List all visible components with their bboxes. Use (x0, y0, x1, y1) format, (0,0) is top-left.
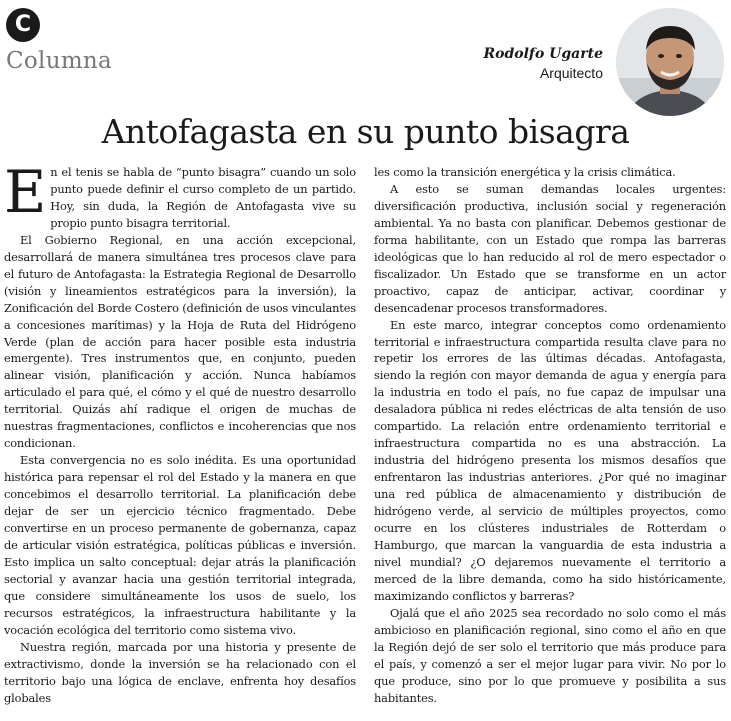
paragraph-text: n el tenis se habla de “punto bisagra” cuando un solo punto puede definir el curso completo de un partido. Hoy, sin duda, la Región de Antofagasta vive su propio punto bisagra territorial. (50, 165, 356, 230)
author-block (484, 46, 603, 81)
article-column-right (374, 164, 726, 712)
section-badge: C (6, 8, 40, 42)
article-column-left (4, 158, 356, 712)
article-paragraph: A esto se suman demandas locales urgentes: diversificación productiva, inclusión social y regeneración ambiental. Ya no basta con planificar. Debemos gestionar de forma habilitante, con un Estado que rompa las barreras ideológicas que lo han reducido al rol de mero espectador o fiscalizador. Un Estado que se transforme en un actor proactivo, capaz de anticipar, activar, coordinar y desencadenar procesos transformadores. (374, 181, 726, 315)
author-name: Rodolfo Ugarte (483, 46, 603, 62)
article-paragraph (4, 158, 356, 232)
article-paragraph: Ojalá que el año 2025 sea recordado no solo como el más ambicioso en planificación regional, sino como el año en que la Región dejó de ser solo el territorio que más produce para el país, y comenzó a ser el mejor lugar para vivir. No por lo que produce, sino por lo que promueve y posibilita a sus habitantes. (374, 605, 726, 705)
article-paragraph: En este marco, integrar conceptos como ordenamiento territorial e infraestructura compartida resulta clave para no repetir los errores de las últimas décadas. Antofagasta, siendo la región con mayor demanda de agua y energía para la industria en todo el país, no fue capaz de impulsar una desaladora pública ni redes eléctricas de alta tensión de uso compartido. La relación entre ordenamiento territorial e infraestructura compartida no es una abstracción. La industria del hidrógeno presenta los mismos desafíos que enfrentaron las industrias anteriores. ¿Por qué no imaginar una red pública de almacenamiento y distribución de hidrógeno verde, al servicio de múltiples proyectos, como ocurre en los clústeres industriales de Rotterdam o Hamburgo, que marcan la vanguardia de esta industria a nivel mundial? ¿O dejaremos nuevamente el territorio a merced de la libre demanda, como ha sido históricamente, maximizando conflictos y barreras? (374, 317, 726, 603)
article-paragraph: Nuestra región, marcada por una historia y presente de extractivismo, donde la inversión se ha relacionado con el territorio bajo una lógica de enclave, enfrenta hoy desafíos globales (4, 639, 356, 705)
article-paragraph: El Gobierno Regional, en una acción excepcional, desarrollará de manera simultánea tres procesos clave para el futuro de Antofagasta: la Estrategia Regional de Desarrollo (visión y lineamientos estratégicos para la inversión), la Zonificación del Borde Costero (definición de usos vinculantes a concesiones marítimas) y la Hoja de Ruta del Hidrógeno Verde (plan de acción para hacer posible esta industria emergente). Tres instrumentos que, en conjunto, pueden alinear visión, planificación y acción. Nunca habíamos articulado el para qué, el cómo y el qué de nuestro desarrollo territorial. Quizás ahí radique el origen de muchas de nuestras fragmentaciones, conflictos e incoherencias que nos condicionan. (4, 232, 356, 451)
article-paragraph: les como la transición energética y la crisis climática. (374, 165, 676, 179)
article-paragraph: Esta convergencia no es solo inédita. Es una oportunidad histórica para repensar el rol del Estado y la manera en que concebimos el desarrollo territorial. La planificación debe dejar de ser un ejercicio técnico fragmentado. Debe convertirse en un proceso permanente de gobernanza, capaz de articular visión estratégica, políticas públicas e inversión. Esto implica un salto conceptual: dejar atrás la planificación sectorial y avanzar hacia una gestión territorial integrada, que considere simultáneamente los usos de suelo, los recursos estratégicos, la infraestructura habilitante y la vocación ecológica del territorio como sistema vivo. (4, 453, 356, 637)
author-photo (616, 8, 724, 116)
article-body (4, 158, 726, 712)
author-role: Arquitecto (539, 65, 603, 81)
headline: Antofagasta en su punto bisagra (101, 112, 630, 151)
drop-cap: E (4, 158, 47, 226)
section-label: Columna (6, 48, 113, 74)
